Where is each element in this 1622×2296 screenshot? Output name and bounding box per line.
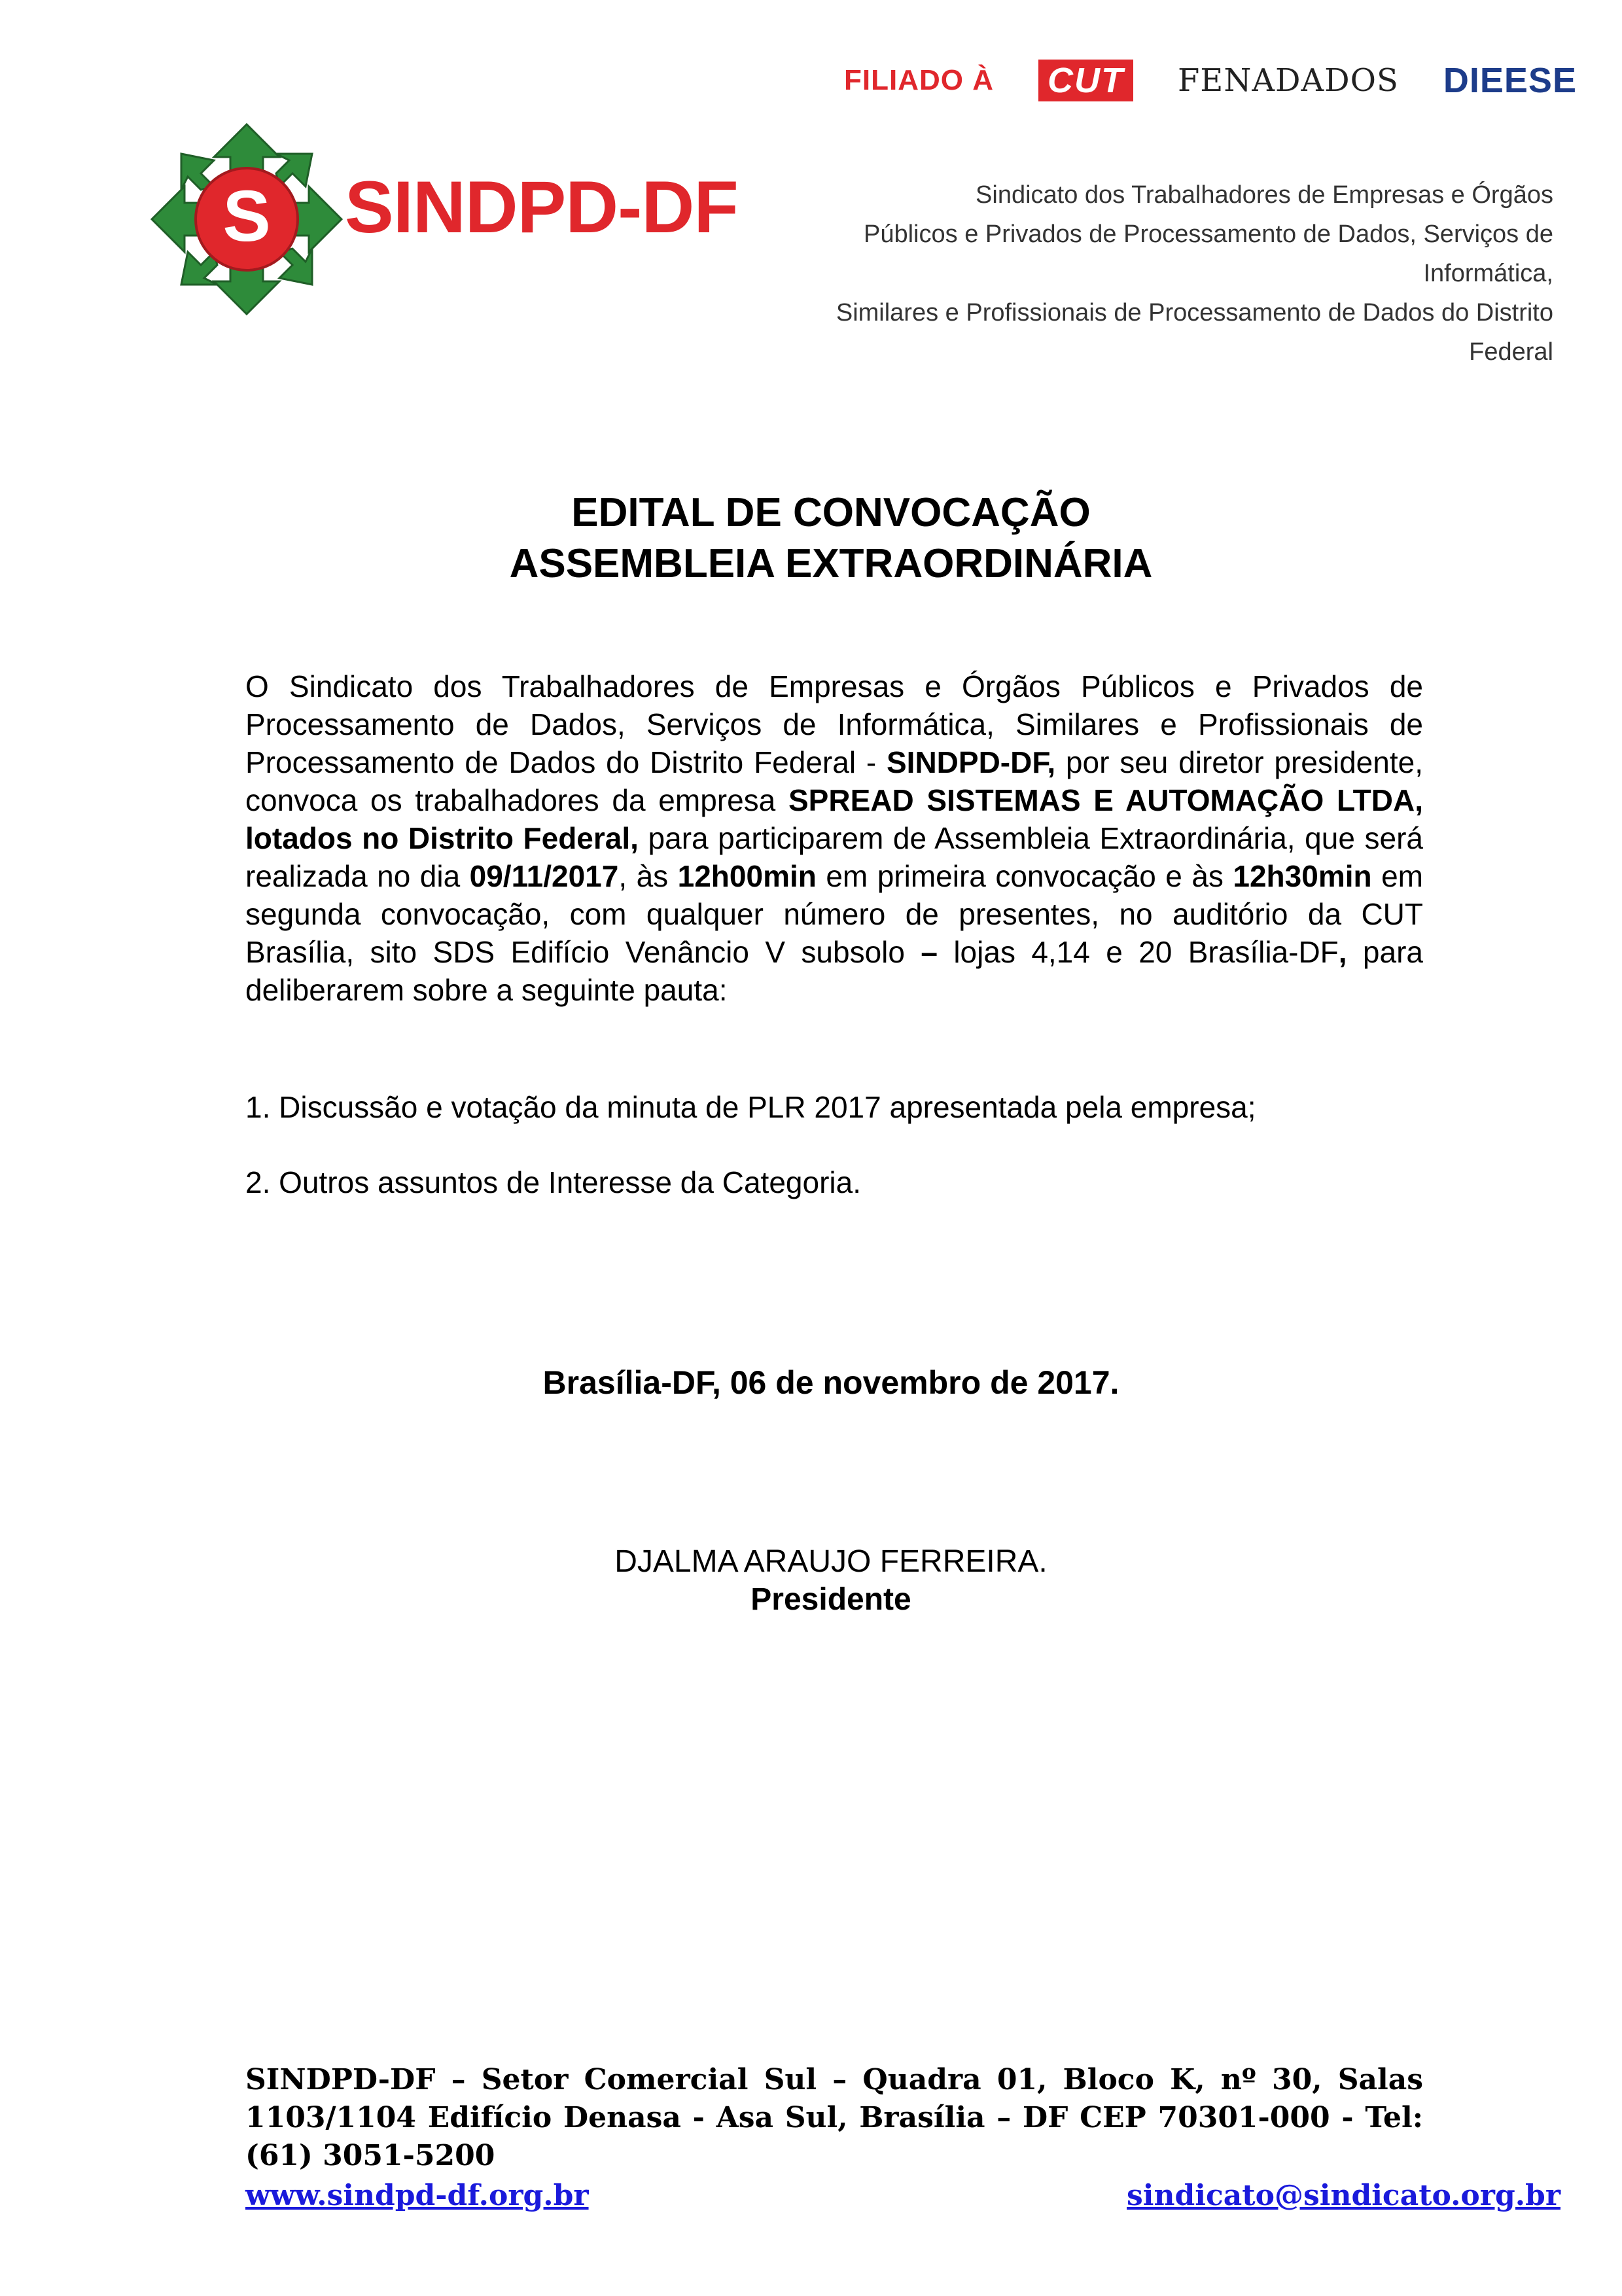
meeting-date: 09/11/2017 [469, 859, 619, 893]
agenda-item-1: 1. Discussão e votação da minuta de PLR 2017 apresentada pela empresa; [245, 1090, 1256, 1124]
first-call-time: 12h00min [677, 859, 817, 893]
fenadados-logo: FENADADOS [1178, 62, 1399, 99]
signer-role: Presidente [750, 1582, 911, 1617]
website-link[interactable]: www.sindpd-df.org.br [245, 2179, 589, 2212]
body-text: O Sindicato dos Trabalhadores de Empresas e Órgãos Públicos e Privados de Processamento de Dados, Serviços de Informática, Similares e Profissionais de Processamento de Dados do Distrito Federal - [245, 669, 1423, 779]
body-bold: SINDPD-DF, [886, 745, 1056, 779]
email-link[interactable]: sindicato@sindicato.org.br [1127, 2179, 1560, 2212]
org-line-3: Similares e Profissionais de Processamento de Dados do Distrito Federal [836, 299, 1553, 366]
document-title [0, 487, 1622, 590]
svg-text:S: S [222, 176, 271, 256]
cut-logo-text: CUT [1038, 60, 1133, 101]
footer-address: SINDPD-DF – Setor Comercial Sul – Quadra 01, Bloco K, nº 30, Salas 1103/1104 Edifício Denasa - Asa Sul, Brasília – DF CEP 70301-000 - Tel: (61) 3051-5200 [245, 2063, 1423, 2172]
body-paragraph [245, 667, 1423, 1009]
body-text: em primeira convocação e às [816, 859, 1233, 893]
body-dash: – [921, 935, 938, 969]
title-line-1: EDITAL DE CONVOCAÇÃO [571, 490, 1091, 535]
body-text: por seu diretor presidente, convoca os trabalhadores da empresa [245, 745, 1423, 817]
body-text: , às [618, 859, 678, 893]
body-text: para deliberarem sobre a seguinte pauta: [245, 935, 1423, 1007]
signature-block [0, 1543, 1622, 1619]
agenda-item-2: 2. Outros assuntos de Interesse da Categoria. [245, 1165, 861, 1199]
footer-links [245, 2179, 1560, 2212]
sindpd-logo [145, 118, 800, 334]
sindpd-emblem-icon [145, 118, 348, 321]
brand-name: SINDPD-DF [345, 166, 738, 248]
second-call-time: 12h30min [1233, 859, 1372, 893]
affiliation-bar [844, 58, 1577, 103]
affiliation-label: FILIADO À [844, 64, 994, 96]
cut-logo [1038, 60, 1133, 101]
signer-name: DJALMA ARAUJO FERREIRA. [614, 1544, 1048, 1579]
body-text: para participarem de Assembleia Extraordinária, que será realizada no dia [245, 821, 1423, 893]
company-name: SPREAD SISTEMAS E AUTOMAÇÃO LTDA, lotados no Distrito Federal, [245, 783, 1423, 855]
dieese-logo: DIEESE [1443, 61, 1577, 100]
date-line: Brasília-DF, 06 de novembro de 2017. [542, 1364, 1120, 1401]
body-comma: , [1338, 935, 1347, 969]
org-description [768, 175, 1553, 372]
org-line-1: Sindicato dos Trabalhadores de Empresas e Órgãos [976, 181, 1553, 209]
title-line-2: ASSEMBLEIA EXTRAORDINÁRIA [509, 541, 1153, 586]
body-text: em segunda convocação, com qualquer número de presentes, no auditório da CUT Brasília, sito SDS Edifício Venâncio V subsolo [245, 859, 1423, 969]
org-line-2: Públicos e Privados de Processamento de Dados, Serviços de Informática, [864, 221, 1553, 287]
body-text: lojas 4,14 e 20 Brasília-DF [937, 935, 1339, 969]
